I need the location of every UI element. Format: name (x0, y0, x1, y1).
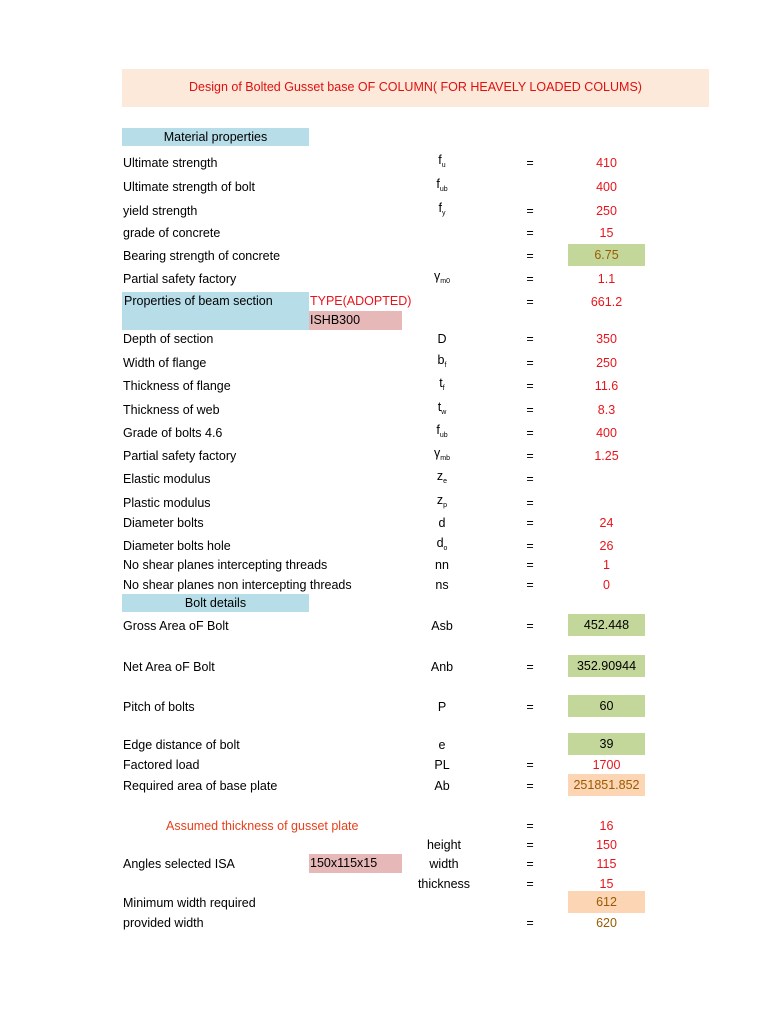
symbol-main: d (438, 516, 446, 530)
row-symbol (429, 856, 458, 872)
row-symbol (438, 699, 446, 715)
symbol-main: t (439, 376, 443, 390)
row-symbol (435, 577, 448, 593)
symbol-main: e (438, 738, 446, 752)
row-symbol (439, 515, 446, 531)
row-label: yield strength (123, 204, 198, 218)
symbol-main: t (437, 400, 442, 414)
row-value: 410 (596, 156, 617, 170)
row-value: 11.6 (594, 379, 619, 393)
row-symbol (438, 352, 447, 374)
row-value: 1700 (592, 758, 621, 772)
symbol-main: P (437, 700, 447, 714)
row-symbol (436, 422, 447, 444)
row-symbol (437, 331, 446, 347)
section-type-value: ISHB300 (309, 311, 402, 330)
row-label: Angles selected ISA (123, 857, 235, 871)
equals-sign: = (526, 558, 534, 572)
row-label: Diameter bolts hole (123, 539, 231, 553)
row-label: Ultimate strength of bolt (123, 180, 256, 194)
row-symbol (437, 468, 447, 490)
symbol-main: γ (434, 446, 441, 460)
row-value: 251851.852 (568, 774, 645, 796)
symbol-main: Ab (434, 779, 450, 793)
symbol-subscript: ub (439, 432, 448, 439)
row-value: 115 (596, 857, 617, 871)
symbol-main: D (437, 332, 447, 346)
row-symbol (434, 757, 449, 773)
symbol-subscript: e (443, 478, 448, 485)
row-value: 620 (596, 916, 617, 930)
row-value: 352.90944 (568, 655, 645, 677)
equals-sign: = (526, 619, 534, 633)
row-symbol (437, 535, 448, 557)
row-label: Diameter bolts (123, 516, 204, 530)
row-label: Partial safety factory (123, 449, 237, 463)
row-value: 39 (568, 733, 645, 755)
symbol-main: f (438, 153, 442, 167)
equals-sign: = (526, 857, 534, 871)
symbol-main: f (436, 177, 440, 191)
row-value: 26 (599, 539, 614, 553)
row-label: Assumed thickness of gusset plate (166, 819, 359, 833)
row-label: Factored load (123, 758, 200, 772)
bolt-details-header: Bolt details (122, 594, 309, 612)
equals-sign: = (526, 356, 534, 370)
row-symbol (439, 737, 446, 753)
row-label: Net Area oF Bolt (123, 660, 215, 674)
symbol-main: f (438, 201, 442, 215)
row-value: 6.75 (568, 244, 645, 266)
equals-sign: = (526, 660, 534, 674)
equals-sign: = (526, 272, 534, 286)
row-value: 15 (599, 226, 614, 240)
page-title: Design of Bolted Gusset base OF COLUMN( FOR HEAVELY LOADED COLUMS) (189, 80, 642, 94)
row-symbol (434, 268, 450, 290)
row-label: Ultimate strength (123, 156, 218, 170)
row-label: Required area of base plate (123, 779, 278, 793)
equals-sign: = (526, 758, 534, 772)
equals-sign: = (526, 249, 534, 263)
row-label: Minimum width required (123, 896, 256, 910)
row-label: Elastic modulus (123, 472, 211, 486)
title-banner (122, 69, 709, 107)
equals-sign: = (526, 539, 534, 553)
row-symbol (434, 445, 450, 467)
row-value: 24 (599, 516, 614, 530)
row-value: 612 (568, 891, 645, 913)
angle-value: 150x115x15 (309, 854, 402, 873)
row-label: Depth of section (123, 332, 214, 346)
equals-sign: = (526, 379, 534, 393)
equals-sign: = (526, 226, 534, 240)
row-symbol (438, 152, 445, 174)
equals-sign: = (526, 578, 534, 592)
row-symbol (431, 618, 453, 634)
row-label: Pitch of bolts (123, 700, 195, 714)
row-symbol (434, 778, 449, 794)
row-value: 60 (568, 695, 645, 717)
row-label: Partial safety factory (123, 272, 237, 286)
equals-sign: = (526, 516, 534, 530)
symbol-main: Asb (431, 619, 453, 633)
row-value: 1.25 (594, 449, 619, 463)
symbol-main: d (436, 536, 444, 550)
symbol-subscript: f (444, 362, 447, 369)
symbol-subscript: p (443, 502, 448, 509)
symbol-main: width (429, 857, 459, 871)
symbol-subscript: o (443, 545, 448, 552)
equals-sign: = (526, 916, 534, 930)
symbol-main: γ (434, 269, 441, 283)
row-value: 1 (603, 558, 610, 572)
symbol-main: f (436, 423, 440, 437)
row-label: Thickness of flange (123, 379, 231, 393)
equals-sign: = (526, 156, 534, 170)
row-value: 350 (596, 332, 617, 346)
row-label: provided width (123, 916, 204, 930)
row-symbol (418, 876, 470, 892)
equals-sign: = (526, 877, 534, 891)
equals-sign: = (526, 426, 534, 440)
row-value: 16 (599, 819, 614, 833)
material-properties-header: Material properties (122, 128, 309, 146)
row-symbol (439, 200, 446, 222)
row-label: Thickness of web (123, 403, 220, 417)
row-symbol (431, 659, 453, 675)
symbol-main: z (436, 493, 444, 507)
row-value: 1.1 (597, 272, 616, 286)
symbol-main: thickness (417, 877, 471, 891)
row-label: Gross Area oF Bolt (123, 619, 229, 633)
symbol-subscript: w (441, 409, 447, 416)
row-label: grade of concrete (123, 226, 221, 240)
row-symbol (435, 557, 449, 573)
row-symbol (438, 399, 447, 421)
row-value: 150 (596, 838, 617, 852)
row-value: 452.448 (568, 614, 645, 636)
symbol-subscript: mb (440, 455, 450, 462)
row-value: 8.3 (597, 403, 616, 417)
row-label: No shear planes non intercepting threads (123, 578, 352, 592)
symbol-main: PL (434, 758, 450, 772)
symbol-main: z (436, 469, 444, 483)
row-label: Grade of bolts 4.6 (123, 426, 223, 440)
row-label: No shear planes intercepting threads (123, 558, 328, 572)
row-value: 15 (599, 877, 614, 891)
row-label: Edge distance of bolt (123, 738, 240, 752)
row-symbol (437, 492, 447, 514)
equals-sign: = (526, 332, 534, 346)
type-adopted-label: TYPE(ADOPTED) (310, 294, 412, 308)
row-value: 400 (596, 426, 617, 440)
symbol-subscript: y (441, 210, 446, 217)
symbol-main: height (426, 838, 462, 852)
symbol-subscript: m0 (440, 278, 450, 285)
symbol-main: ns (435, 578, 449, 592)
row-label: Bearing strength of concrete (123, 249, 281, 263)
symbol-subscript: f (442, 385, 445, 392)
row-symbol (439, 375, 444, 397)
row-value: 400 (596, 180, 617, 194)
row-label: Width of flange (123, 356, 207, 370)
equals-sign: = (526, 496, 534, 510)
equals-sign: = (526, 819, 534, 833)
row-value: 250 (596, 204, 617, 218)
equals-sign: = (526, 204, 534, 218)
symbol-main: Anb (430, 660, 454, 674)
symbol-subscript: u (441, 162, 446, 169)
beam-section-header: Properties of beam section (122, 292, 309, 330)
equals-sign: = (526, 403, 534, 417)
symbol-main: nn (435, 558, 449, 572)
equals-sign: = (526, 779, 534, 793)
equals-sign: = (526, 838, 534, 852)
equals-sign: = (526, 472, 534, 486)
row-value: 0 (603, 578, 610, 592)
row-value: 661.2 (590, 295, 623, 309)
row-symbol (436, 176, 447, 198)
symbol-main: b (437, 353, 445, 367)
row-value: 250 (596, 356, 617, 370)
row-label: Plastic modulus (123, 496, 211, 510)
row-symbol (427, 837, 461, 853)
equals-sign: = (526, 700, 534, 714)
equals-sign: = (526, 295, 534, 309)
symbol-subscript: ub (439, 186, 448, 193)
equals-sign: = (526, 449, 534, 463)
